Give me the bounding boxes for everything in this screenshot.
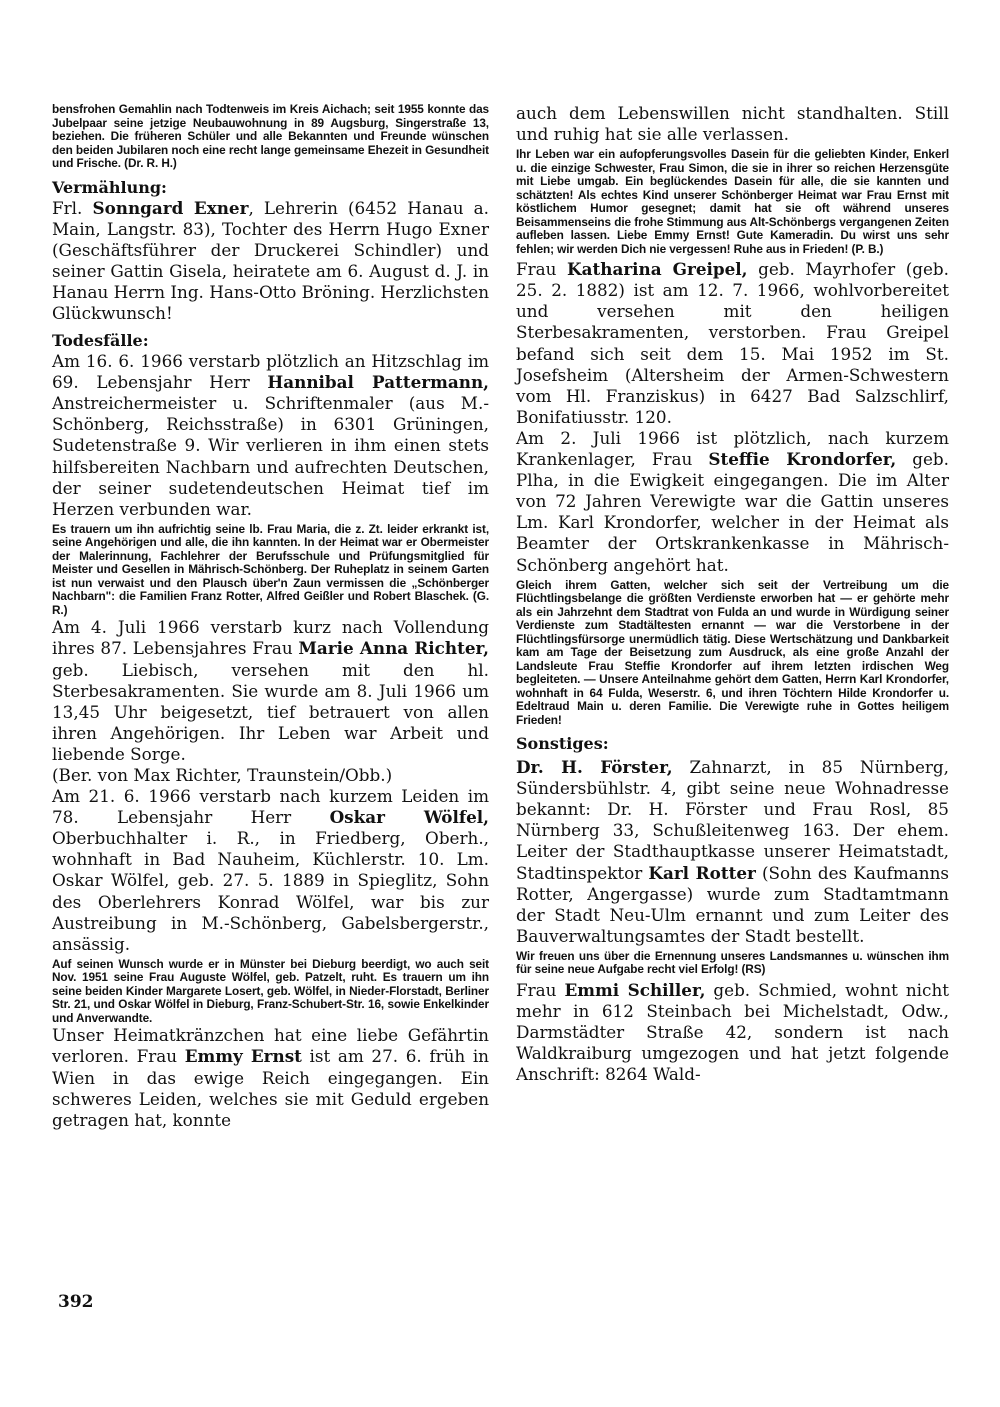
- obituary-pattermann-mourners: Es trauern um ihn aufrichtig seine lb. Frau Maria, die z. Zt. leider erkrankt ist, seine Angehörigen und alle, die ihn kannten. In der Heimat war er Obermeister der Malerinnung, Fachlehrer der Berufsschule und Prüfungsmitglied für Meister und Gesellen in Mährisch-Schönberg. Der Ruheplatz in seinem Garten ist nun verwaist und den Plausch über'n Zaun vermissen die „Schönberger Nachbarn": die Familien Franz Rotter, Alfred Geißler und Robert Blaschek. (G. R.): [52, 521, 489, 617]
- heading-todesfaelle: Todesfälle:: [52, 331, 149, 351]
- wedding-notice: Frl. Sonngard Exner, Lehrerin (6452 Hanau a. Main, Langstr. 83), Tochter des Herrn Hugo Exner (Geschäftsführer der Druckerei Schindler) und seiner Gattin Gisela, heiratete am 6. August d. J. in Hanau Herrn Ing. Hans-Otto Bröning. Herzlichsten Glückwunsch!: [52, 197, 489, 323]
- notice-foerster-rotter: Dr. H. Förster, Zahnarzt, in 85 Nürnberg, Sündersbühlstr. 4, gibt seine neue Wohnadresse bekannt: Dr. H. Förster und Frau Rosl, 85 Nürnberg 33, Schußleitenweg 163. Der ehem. Leiter der Stadthauptkasse unserer Heimatstadt, Stadtinspektor Karl Rotter (Sohn des Kaufmanns Rotter, Angergasse) wurde zum Stadtamtmann der Stadt Neu-Ulm ernannt und zum Leiter des Bauverwaltungsamtes der Stadt bestellt.: [516, 757, 950, 946]
- name-dr-h-foerster: Dr. H. Förster,: [516, 757, 673, 778]
- heading-sonstiges: Sonstiges:: [516, 734, 609, 754]
- notice-rotter-congratulation: Wir freuen uns über die Ernennung unseres Landsmannes u. wünschen ihm für seine neue Aufgabe recht viel Erfolg! (RS): [516, 948, 949, 977]
- obituary-woelfel-mourners: Auf seinen Wunsch wurde er in Münster bei Dieburg beerdigt, wo auch seit Nov. 1951 seine Frau Auguste Wölfel, geb. Patzelt, ruht. Es trauern um ihn seine beiden Kinder Margarete Losert, geb. Wölfel, in Nieder-Florstadt, Berliner Str. 21, und Oskar Wölfel in Dieburg, Franz-Schubert-Str. 16, sowie Enkelkinder und Anverwandte.: [52, 956, 489, 1025]
- left-column: [52, 103, 489, 1131]
- notice-schiller-move: Frau Emmi Schiller, geb. Schmied, wohnt nicht mehr in 612 Steinbach bei Michelstadt, Odw., Darmstädter Straße 42, sondern ist nach Waldkraiburg umgezogen und hat jetzt folgende Anschrift: 8264 Wald-: [516, 979, 950, 1085]
- name-steffie-krondorfer: Steffie Krondorfer,: [708, 449, 897, 470]
- name-emmy-ernst: Emmy Ernst: [184, 1046, 302, 1067]
- heading-vermaehlung: Vermählung:: [52, 177, 167, 197]
- obituary-ernst-tribute: Ihr Leben war ein aufopferungsvolles Dasein für die geliebten Kinder, Enkerl u. die einzige Schwester, Frau Simon, die sie in ihrer so reichen Herzensgüte mit Liebe umgab. Ein beglückendes Dasein für alle, die sie kannten und schätzten! Als echtes Kind unserer Schönberger Heimat war Frau Ernst mit köstlichem Humor gesegnet; damit hat sie oft während unseres Beisammenseins die frohe Stimmung aus Alt-Schönbergs vergangenen Zeiten aufleben lassen. Liebe Emmy Ernst! Gute Kameradin. Du wirst uns sehr fehlen; wir werden Dich nie vergessen! Ruhe aus in Frieden! (P. B.): [516, 147, 949, 256]
- name-oskar-woelfel: Oskar Wölfel,: [329, 807, 489, 828]
- name-marie-anna-richter: Marie Anna Richter,: [298, 638, 489, 659]
- jubilee-closing-paragraph: bensfrohen Gemahlin nach Todtenweis im Kreis Aichach; seit 1955 konnte das Jubelpaar seine jetzige Neubauwohnung in 89 Augsburg, Singerstraße 13, beziehen. Die früheren Schüler und alle Bekannten und Freunde wünschen den beiden Jubilaren noch eine recht lange gemeinsame Ehezeit in Gesundheit und Frische. (Dr. R. H.): [52, 102, 489, 170]
- obituary-krondorfer-tribute: Gleich ihrem Gatten, welcher sich seit der Vertreibung um die Flüchtlingsbelange die größten Verdienste erworben hat — er gehörte mehr als ein Jahrzehnt dem Stadtrat von Fulda an und wurde in Würdigung seiner Verdienste zum Stadtältesten ernannt — war die Verstorbene in der Flüchtlingsfürsorge unermüdlich tätig. Diese Wertschätzung und Dankbarkeit kam am Tage der Beisetzung zum Ausdruck, als eine große Anzahl der Landsleute Frau Steffie Krondorfer auf ihrem letzten irdischen Weg begleiteten. — Unsere Anteilnahme gehört dem Gatten, Herrn Karl Krondorfer, wohnhaft in 64 Fulda, Weserstr. 6, und ihren Töchtern Hilde Krondorfer u. Edeltraud Main u. deren Familie. Die Verewigte ruhe in Gottes heiligem Frieden!: [516, 577, 949, 727]
- name-sonngard-exner: Sonngard Exner: [92, 197, 249, 218]
- name-hannibal-pattermann: Hannibal Pattermann,: [267, 372, 489, 393]
- name-katharina-greipel: Katharina Greipel,: [567, 259, 748, 280]
- right-column: [516, 103, 949, 1085]
- obituary-greipel: Frau Katharina Greipel, geb. Mayrhofer (geb. 25. 2. 1882) ist am 12. 7. 1966, wohlvorbereitet und versehen mit den heiligen Sterbesakramenten, verstorben. Frau Greipel befand sich seit dem 15. Mai 1952 im St. Josefsheim (Altersheim der Armen-Schwestern vom Hl. Franziskus) in 6427 Bad Salzschlirf, Bonifatiusstr. 120.: [516, 259, 949, 427]
- page-number: 392: [58, 1292, 94, 1312]
- name-karl-rotter: Karl Rotter: [648, 862, 756, 883]
- obituary-richter: Am 4. Juli 1966 verstarb kurz nach Vollendung ihres 87. Lebensjahres Frau Marie Anna Richter, geb. Liebisch, versehen mit den hl. Sterbesakramenten. Sie wurde am 8. Juli 1966 um 13,45 Uhr beigesetzt, tief betrauert von allen ihren Angehörigen. Ihr Leben war Arbeit und liebende Sorge.: [52, 617, 489, 764]
- name-emmi-schiller: Emmi Schiller,: [564, 979, 706, 1000]
- obituary-richter-reporter: (Ber. von Max Richter, Traunstein/Obb.): [52, 764, 393, 785]
- obituary-ernst: Unser Heimatkränzchen hat eine liebe Gefährtin verloren. Frau Emmy Ernst ist am 27. 6. früh in Wien in das ewige Reich eingegangen. Ein schweres Leiden, welches sie mit Geduld ergeben getragen hat, konnte: [52, 1025, 489, 1130]
- obituary-woelfel: Am 21. 6. 1966 verstarb nach kurzem Leiden im 78. Lebensjahr Herr Oskar Wölfel, Oberbuchhalter i. R., in Friedberg, Oberh., wohnhaft in Bad Nauheim, Küchlerstr. 10. Lm. Oskar Wölfel, geb. 27. 5. 1889 in Spieglitz, Sohn des Oberlehrers Konrad Wölfel, war bis zur Austreibung in M.-Schönberg, Gabelsbergerstr., ansässig.: [52, 786, 489, 954]
- obituary-ernst-continued: auch dem Lebenswillen nicht standhalten. Still und ruhig hat sie alle verlassen.: [516, 103, 949, 145]
- obituary-pattermann: Am 16. 6. 1966 verstarb plötzlich an Hitzschlag im 69. Lebensjahr Herr Hannibal Pattermann, Anstreichermeister u. Schriftenmaler (aus M.-Schönberg, Reichsstraße) in 6301 Grüningen, Sudetenstraße 9. Wir verlieren in ihm einen stets hilfsbereiten Nachbarn und aufrechten Deutschen, der seiner sudetendeutschen Heimat tief im Herzen verbunden war.: [52, 351, 489, 519]
- obituary-krondorfer: Am 2. Juli 1966 ist plötzlich, nach kurzem Krankenlager, Frau Steffie Krondorfer, geb. Plha, in die Ewigkeit eingegangen. Die im Alter von 72 Jahren Verewigte war die Gattin unseres Lm. Karl Krondorfer, welcher in der Heimat als Beamter der Ortskrankenkasse in Mährisch-Schönberg angehört hat.: [516, 427, 949, 575]
